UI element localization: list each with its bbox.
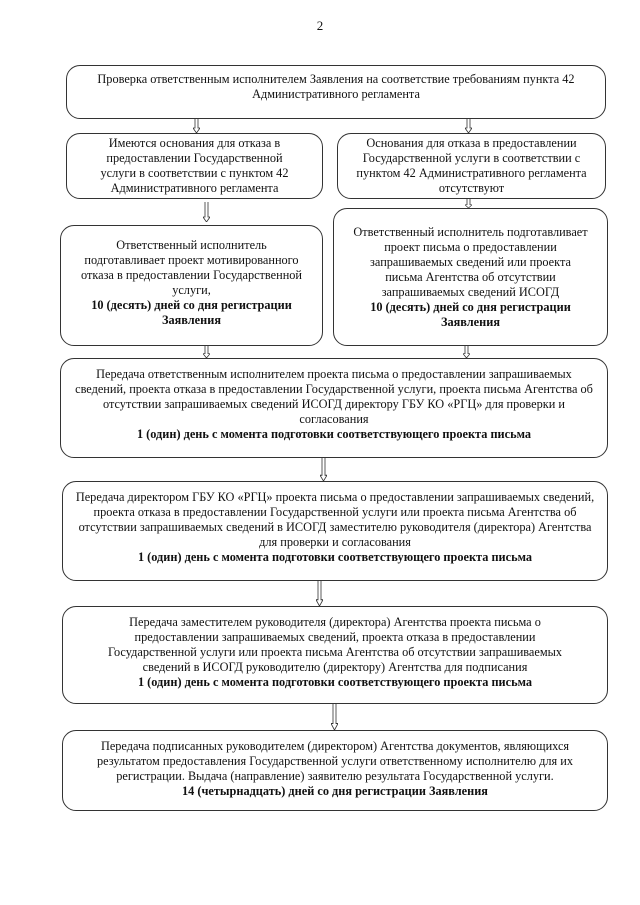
box-text: Ответственный исполнитель подготавливает проект письма о предоставлении запрашиваемых сведений или проекта письма Агентства об отсутствии запрашиваемых сведений ИСОГД <box>353 224 588 299</box>
box-term: 10 (десять) дней со дня регистрации Заявления <box>91 298 292 327</box>
box-text: Передача подписанных руководителем (директором) Агентства документов, являющихся результатом предоставления Государственной услуги ответственному исполнителю для их регистрации. Выдача (направление) заявителю результата Государственной услуги. <box>97 739 573 783</box>
down-arrow-icon <box>203 202 210 222</box>
box-to-head <box>62 606 608 704</box>
box-text: Передача ответственным исполнителем проекта письма о предоставлении запрашиваемых сведений, проекта отказа в предоставлении Государственной услуги, проекта письма Агентства об отсутствии запрашиваемых сведений ИСОГД директору ГБУ КО «РГЦ» для проверки и согласования <box>75 367 593 426</box>
box-term: 1 (один) день с момента подготовки соответствующего проекта письма <box>137 675 533 689</box>
down-arrow-icon <box>465 199 472 208</box>
down-arrow-icon <box>320 458 327 481</box>
down-arrow-icon <box>465 119 472 133</box>
box-text: Передача заместителем руководителя (директора) Агентства проекта письма о предоставлении запрашиваемых сведений, проекта отказа в предоставлении Государственной услуги или проекта письма Агентства об отсутствии запрашиваемых сведений в ИСОГД руководителю (директору) Агентства для подписания <box>107 615 563 674</box>
box-to-deputy <box>62 481 608 581</box>
box-refusal-draft <box>60 225 323 346</box>
down-arrow-icon <box>316 581 323 606</box>
box-result <box>62 730 608 811</box>
box-term: 14 (четырнадцать) дней со дня регистрации Заявления <box>182 784 488 798</box>
box-text: Имеются основания для отказа в предоставлении Государственной услуги в соответствии с пунктом 42 Административного регламента <box>100 136 289 195</box>
down-arrow-icon <box>463 346 470 358</box>
box-grounds-absent <box>337 133 606 199</box>
box-text: Передача директором ГБУ КО «РГЦ» проекта письма о предоставлении запрашиваемых сведений, проекта отказа в предоставлении Государственной услуги или проекта письма Агентства об отсутствии запрашиваемых сведений в ИСОГД заместителю руководителя (директора) Агентства для проверки и согласования <box>75 490 595 549</box>
box-term: 1 (один) день с момента подготовки соответствующего проекта письма <box>136 427 532 441</box>
box-to-director <box>60 358 608 458</box>
box-term: 1 (один) день с момента подготовки соответствующего проекта письма <box>137 550 533 564</box>
box-grounds-exist <box>66 133 323 199</box>
box-check <box>66 65 606 119</box>
page-number: 2 <box>316 18 324 33</box>
down-arrow-icon <box>203 346 210 358</box>
down-arrow-icon <box>331 704 338 730</box>
down-arrow-icon <box>193 119 200 133</box>
box-text: Ответственный исполнитель подготавливает проект мотивированного отказа в предоставлении Государственной услуги, <box>80 238 303 297</box>
box-letter-draft <box>333 208 608 346</box>
box-term: 10 (десять) дней со дня регистрации Заявления <box>370 299 571 329</box>
box-text: Основания для отказа в предоставлении Государственной услуги в соответствии с пунктом 42 Административного регламента отсутствуют <box>356 136 587 195</box>
box-text: Проверка ответственным исполнителем Заявления на соответствие требованиям пункта 42 Административного регламента <box>97 72 575 101</box>
